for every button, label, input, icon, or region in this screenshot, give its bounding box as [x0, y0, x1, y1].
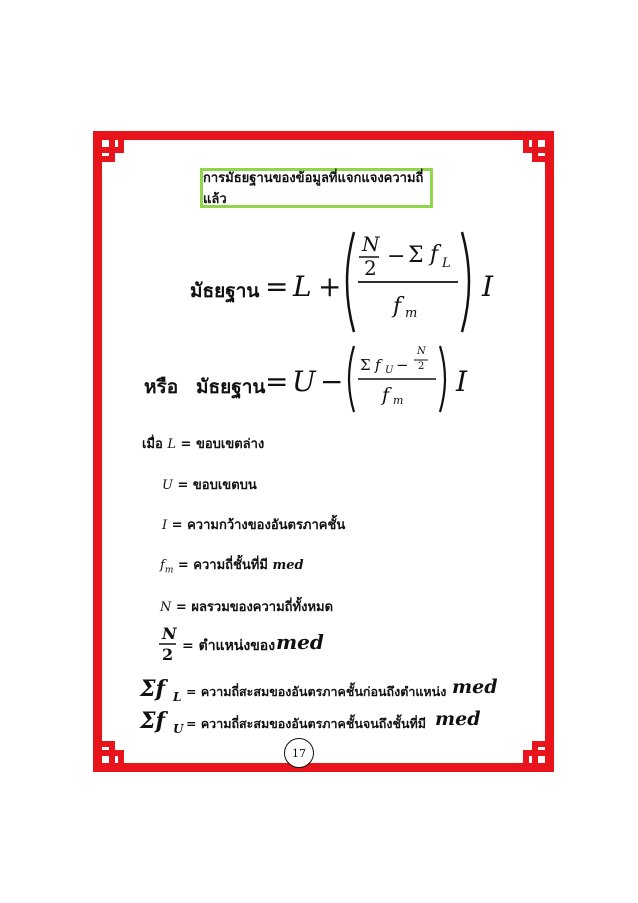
- def-sumfL-tail: med: [452, 676, 498, 698]
- def-L-symbol: L: [167, 437, 176, 452]
- formula2-inner-minus: −: [396, 356, 409, 374]
- formula2-den-f: f: [382, 384, 390, 406]
- formula1-fraction-bar-small: [359, 256, 379, 259]
- def-sumfU-sub: U: [173, 722, 184, 736]
- def-N2-tail: med: [276, 630, 324, 654]
- def-fm: [160, 554, 304, 576]
- formula1-label: มัธยฐาน: [190, 280, 260, 302]
- def-sumfU-text: = ความถี่สะสมของอันตรภาคชั้นจนถึงชั้นที่มี: [186, 716, 426, 731]
- formula1-den-f: f: [393, 294, 402, 319]
- def-sumfU-tail: med: [435, 708, 481, 730]
- formula1-L: L: [293, 270, 312, 303]
- def-I-symbol: I: [162, 518, 168, 533]
- page-number-badge: [284, 738, 314, 768]
- def-sumfL-sub: L: [173, 690, 182, 704]
- def-sumfL-text: = ความถี่สะสมของอันตรภาคชั้นก่อนถึงตำแหน่ง: [186, 684, 447, 699]
- formula1-minus: −: [387, 244, 406, 269]
- formula2-sum: Σ: [360, 356, 371, 374]
- def-L: [142, 433, 264, 454]
- section-title: การมัธยฐานของข้อมูลที่แจกแจงความถี่แล้ว: [203, 171, 424, 207]
- formula1-sum: Σ: [408, 243, 424, 268]
- formula1-equals: =: [265, 270, 289, 303]
- def-L-text: = ขอบเขตล่าง: [180, 437, 265, 452]
- def-sumfL-symbol: Σf: [140, 676, 166, 702]
- formula2-label: มัธยฐาน: [196, 376, 266, 398]
- def-N2-den: 2: [162, 645, 174, 664]
- formula1-num-N: N: [362, 232, 380, 256]
- def-I-text: = ความกว้างของอันตรภาคชั้น: [171, 518, 346, 533]
- formula1-f: f: [430, 242, 439, 267]
- formula2-equals: =: [265, 365, 289, 398]
- formula2-prefix: หรือ: [144, 376, 179, 398]
- def-U-text: = ขอบเขตบน: [177, 478, 257, 493]
- def-N: [160, 596, 333, 617]
- def-N2-text: = ตำแหน่งของ: [182, 638, 276, 654]
- def-I: [162, 514, 345, 535]
- corner-ornament-bottom-left: [93, 728, 137, 772]
- formula2-N: N: [417, 346, 426, 357]
- def-N-symbol: N: [160, 600, 172, 615]
- corner-ornament-top-left: [93, 131, 137, 175]
- def-U: [162, 474, 257, 495]
- def-fm-sub: m: [164, 565, 174, 576]
- def-fm-text: = ความถี่ชั้นที่มี: [177, 558, 268, 573]
- formula1-sub-L: L: [442, 256, 451, 271]
- formula2-sub-m: m: [393, 394, 404, 407]
- formula2-two: 2: [418, 361, 425, 372]
- page-number: 17: [292, 746, 306, 760]
- section-title-box: [200, 168, 433, 208]
- corner-ornament-bottom-right: [510, 728, 554, 772]
- corner-ornament-top-right: [510, 131, 554, 175]
- def-sumfU-symbol: Σf: [140, 708, 166, 734]
- formula2-f: f: [375, 356, 381, 374]
- formula1-num-2: 2: [364, 256, 377, 280]
- def-N-text: = ผลรวมของความถี่ทั้งหมด: [175, 600, 334, 615]
- formula2-sub-U: U: [385, 365, 394, 376]
- def-fm-symbol: f: [160, 558, 165, 573]
- def-fm-tail: med: [272, 558, 304, 573]
- formula1-sub-m: m: [405, 306, 418, 321]
- formula1-I: I: [482, 270, 494, 303]
- formula2-minus: −: [320, 365, 344, 398]
- formula2-I: I: [456, 365, 468, 398]
- def-U-symbol: U: [162, 478, 173, 493]
- def-N2-num: N: [162, 624, 177, 643]
- def-intro: เมื่อ: [142, 437, 163, 452]
- formula1-plus: +: [318, 270, 342, 303]
- formula2-U: U: [292, 365, 316, 398]
